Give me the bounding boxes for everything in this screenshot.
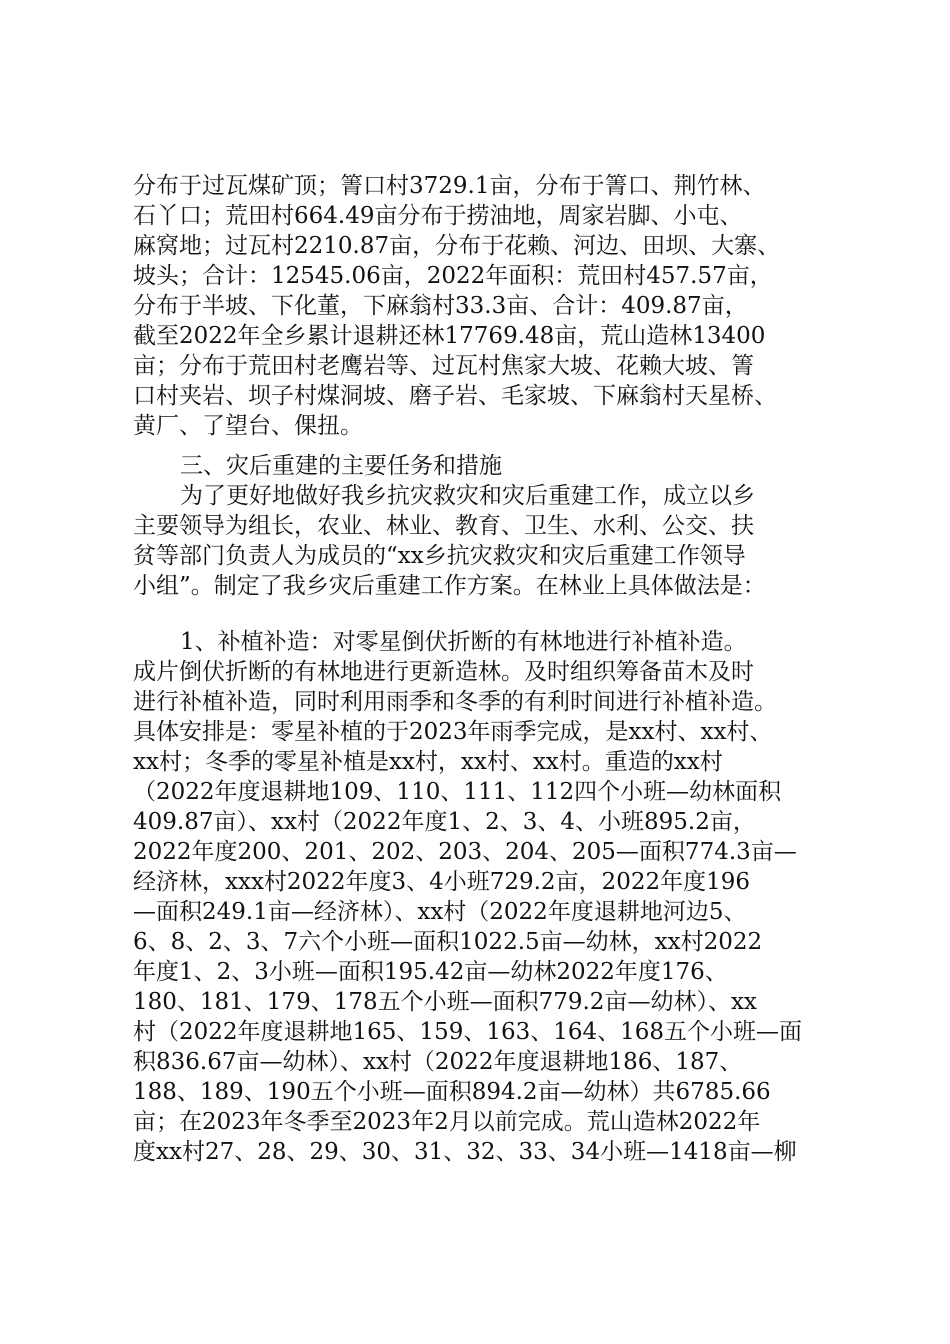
text-line: 石丫口；荒田村664.49亩分布于捞油地，周家岩脚、小屯、 xyxy=(133,203,743,229)
text-line: xx村；冬季的零星补植是xx村，xx村、xx村。重造的xx村 xyxy=(133,749,723,775)
text-line: 坡头；合计：12545.06亩，2022年面积：荒田村457.57亩， xyxy=(133,263,773,289)
text-line: 黄厂、了望台、倮扭。 xyxy=(133,413,363,439)
text-line: 具体安排是：零星补植的于2023年雨季完成，是xx村、xx村、 xyxy=(133,719,773,745)
text-line: 亩；在2023年冬季至2023年2月以前完成。荒山造林2022年 xyxy=(133,1109,761,1135)
text-line: 年度1、2、3小班—面积195.42亩—幼林2022年度176、 xyxy=(133,959,728,985)
text-line: 2022年度200、201、202、203、204、205—面积774.3亩— xyxy=(133,839,797,865)
paragraph-replanting xyxy=(133,627,838,1167)
text-line: 为了更好地做好我乡抗灾救灾和灾后重建工作，成立以乡 xyxy=(180,483,755,509)
text-line: 口村夹岩、坝子村煤洞坡、磨子岩、毛家坡、下麻翁村天星桥、 xyxy=(133,383,777,409)
text-line: 麻窝地；过瓦村2210.87亩，分布于花赖、河边、田坝、大寨、 xyxy=(133,233,781,259)
text-line: 6、8、2、3、7六个小班—面积1022.5亩—幼林，xx村2022 xyxy=(133,929,763,955)
text-line: 截至2022年全乡累计退耕还林17769.48亩，荒山造林13400 xyxy=(133,323,766,349)
text-line: 成片倒伏折断的有林地进行更新造林。及时组织筹备苗木及时 xyxy=(133,659,754,685)
section-heading-block xyxy=(133,451,838,481)
text-line: 分布于半坡、下化董，下麻翁村33.3亩、合计：409.87亩， xyxy=(133,293,748,319)
text-line: 村（2022年度退耕地165、159、163、164、168五个小班—面 xyxy=(133,1019,803,1045)
text-line: 小组”。制定了我乡灾后重建工作方案。在林业上具体做法是： xyxy=(133,573,766,599)
text-line: 度xx村27、28、29、30、31、32、33、34小班—1418亩—柳 xyxy=(133,1139,797,1165)
text-line: 进行补植补造，同时利用雨季和冬季的有利时间进行补植补造。 xyxy=(133,689,777,715)
text-line: 经济林，xxx村2022年度3、4小班729.2亩，2022年度196 xyxy=(133,869,750,895)
text-line: 188、189、190五个小班—面积894.2亩—幼林）共6785.66 xyxy=(133,1079,771,1105)
text-line: 1、补植补造：对零星倒伏折断的有林地进行补植补造。 xyxy=(180,629,747,655)
paragraph-leadership-group xyxy=(133,481,838,601)
text-line: —面积249.1亩—经济林）、xx村（2022年度退耕地河边5、 xyxy=(133,899,747,925)
text-line: 分布于过瓦煤矿顶；箐口村3729.1亩，分布于箐口、荆竹林、 xyxy=(133,173,766,199)
text-line: 409.87亩）、xx村（2022年度1、2、3、4、小班895.2亩， xyxy=(133,809,756,835)
text-line: 主要领导为组长，农业、林业、教育、卫生、水利、公交、扶 xyxy=(133,513,754,539)
text-line: 贫等部门负责人为成员的“xx乡抗灾救灾和灾后重建工作领导 xyxy=(133,543,746,569)
section-heading: 三、灾后重建的主要任务和措施 xyxy=(180,453,502,479)
text-line: 积836.67亩—幼林）、xx村（2022年度退耕地186、187、 xyxy=(133,1049,743,1075)
text-line: 亩；分布于荒田村老鹰岩等、过瓦村焦家大坡、花赖大坡、箐 xyxy=(133,353,754,379)
paragraph-land-statistics xyxy=(133,171,838,441)
text-line: （2022年度退耕地109、110、111、112四个小班—幼林面积 xyxy=(133,779,782,805)
text-line: 180、181、179、178五个小班—面积779.2亩—幼林）、xx xyxy=(133,989,757,1015)
